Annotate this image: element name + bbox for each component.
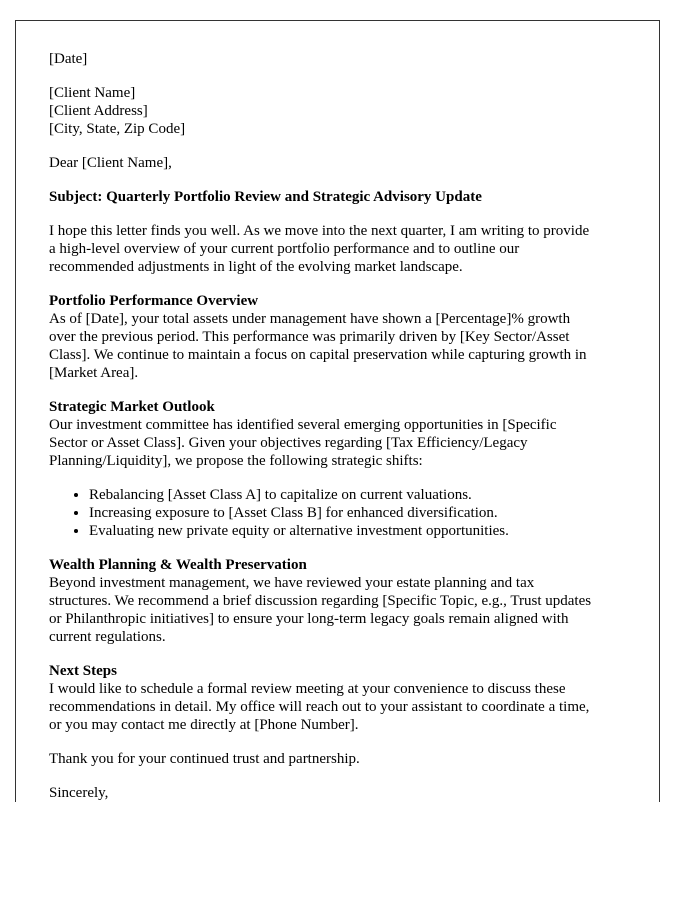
section-line: over the previous period. This performance was primarily driven by [Key Sector/Asset bbox=[49, 329, 570, 345]
section-line: As of [Date], your total assets under management have shown a [Percentage]% growth bbox=[49, 311, 571, 327]
letter-date: [Date] bbox=[49, 51, 88, 67]
thanks-paragraph: Thank you for your continued trust and partnership. bbox=[49, 751, 360, 767]
section-line: Beyond investment management, we have reviewed your estate planning and tax bbox=[49, 575, 535, 591]
section-line: Class]. We continue to maintain a focus on capital preservation while capturing growth in bbox=[49, 347, 587, 363]
recipient-address bbox=[49, 84, 659, 138]
intro-line: recommended adjustments in light of the evolving market landscape. bbox=[49, 259, 463, 275]
intro-line: I hope this letter finds you well. As we move into the next quarter, I am writing to provide bbox=[49, 223, 590, 239]
intro-paragraph bbox=[49, 222, 659, 276]
section-heading: Next Steps bbox=[49, 663, 117, 679]
intro-line: a high-level overview of your current portfolio performance and to outline our bbox=[49, 241, 520, 257]
letter-sections bbox=[49, 292, 659, 734]
section-line: [Market Area]. bbox=[49, 365, 139, 381]
recipient-street: [Client Address] bbox=[49, 103, 148, 119]
letter-page bbox=[15, 20, 660, 802]
recipient-city: [City, State, Zip Code] bbox=[49, 121, 186, 137]
section-line: current regulations. bbox=[49, 629, 166, 645]
section-line: recommendations in detail. My office will reach out to your assistant to coordinate a time, bbox=[49, 699, 590, 715]
subject-line: Subject: Quarterly Portfolio Review and Strategic Advisory Update bbox=[49, 189, 482, 205]
recipient-name: [Client Name] bbox=[49, 85, 136, 101]
section-line: Sector or Asset Class]. Given your objectives regarding [Tax Efficiency/Legacy bbox=[49, 435, 528, 451]
section-paragraph bbox=[49, 662, 659, 734]
section-line: or Philanthropic initiatives] to ensure your long-term legacy goals remain aligned with bbox=[49, 611, 569, 627]
section-line: Our investment committee has identified several emerging opportunities in [Specific bbox=[49, 417, 557, 433]
section-line: structures. We recommend a brief discussion regarding [Specific Topic, e.g., Trust updates bbox=[49, 593, 592, 609]
section-heading: Wealth Planning & Wealth Preservation bbox=[49, 557, 307, 573]
section-line: I would like to schedule a formal review meeting at your convenience to discuss these bbox=[49, 681, 566, 697]
section-paragraph bbox=[49, 398, 659, 470]
salutation: Dear [Client Name], bbox=[49, 155, 172, 171]
closing: Sincerely, bbox=[49, 785, 109, 801]
bullet-item: • Increasing exposure to [Asset Class B] for enhanced diversification. bbox=[89, 504, 659, 522]
section-heading: Portfolio Performance Overview bbox=[49, 293, 259, 309]
section-line: Planning/Liquidity], we propose the following strategic shifts: bbox=[49, 453, 423, 469]
section-paragraph bbox=[49, 556, 659, 646]
section-line: or you may contact me directly at [Phone Number]. bbox=[49, 717, 359, 733]
bullet-item: • Evaluating new private equity or alternative investment opportunities. bbox=[89, 522, 659, 540]
bullet-list bbox=[49, 486, 659, 540]
section-paragraph bbox=[49, 292, 659, 382]
bullet-item: • Rebalancing [Asset Class A] to capitalize on current valuations. bbox=[89, 486, 659, 504]
section-heading: Strategic Market Outlook bbox=[49, 399, 215, 415]
